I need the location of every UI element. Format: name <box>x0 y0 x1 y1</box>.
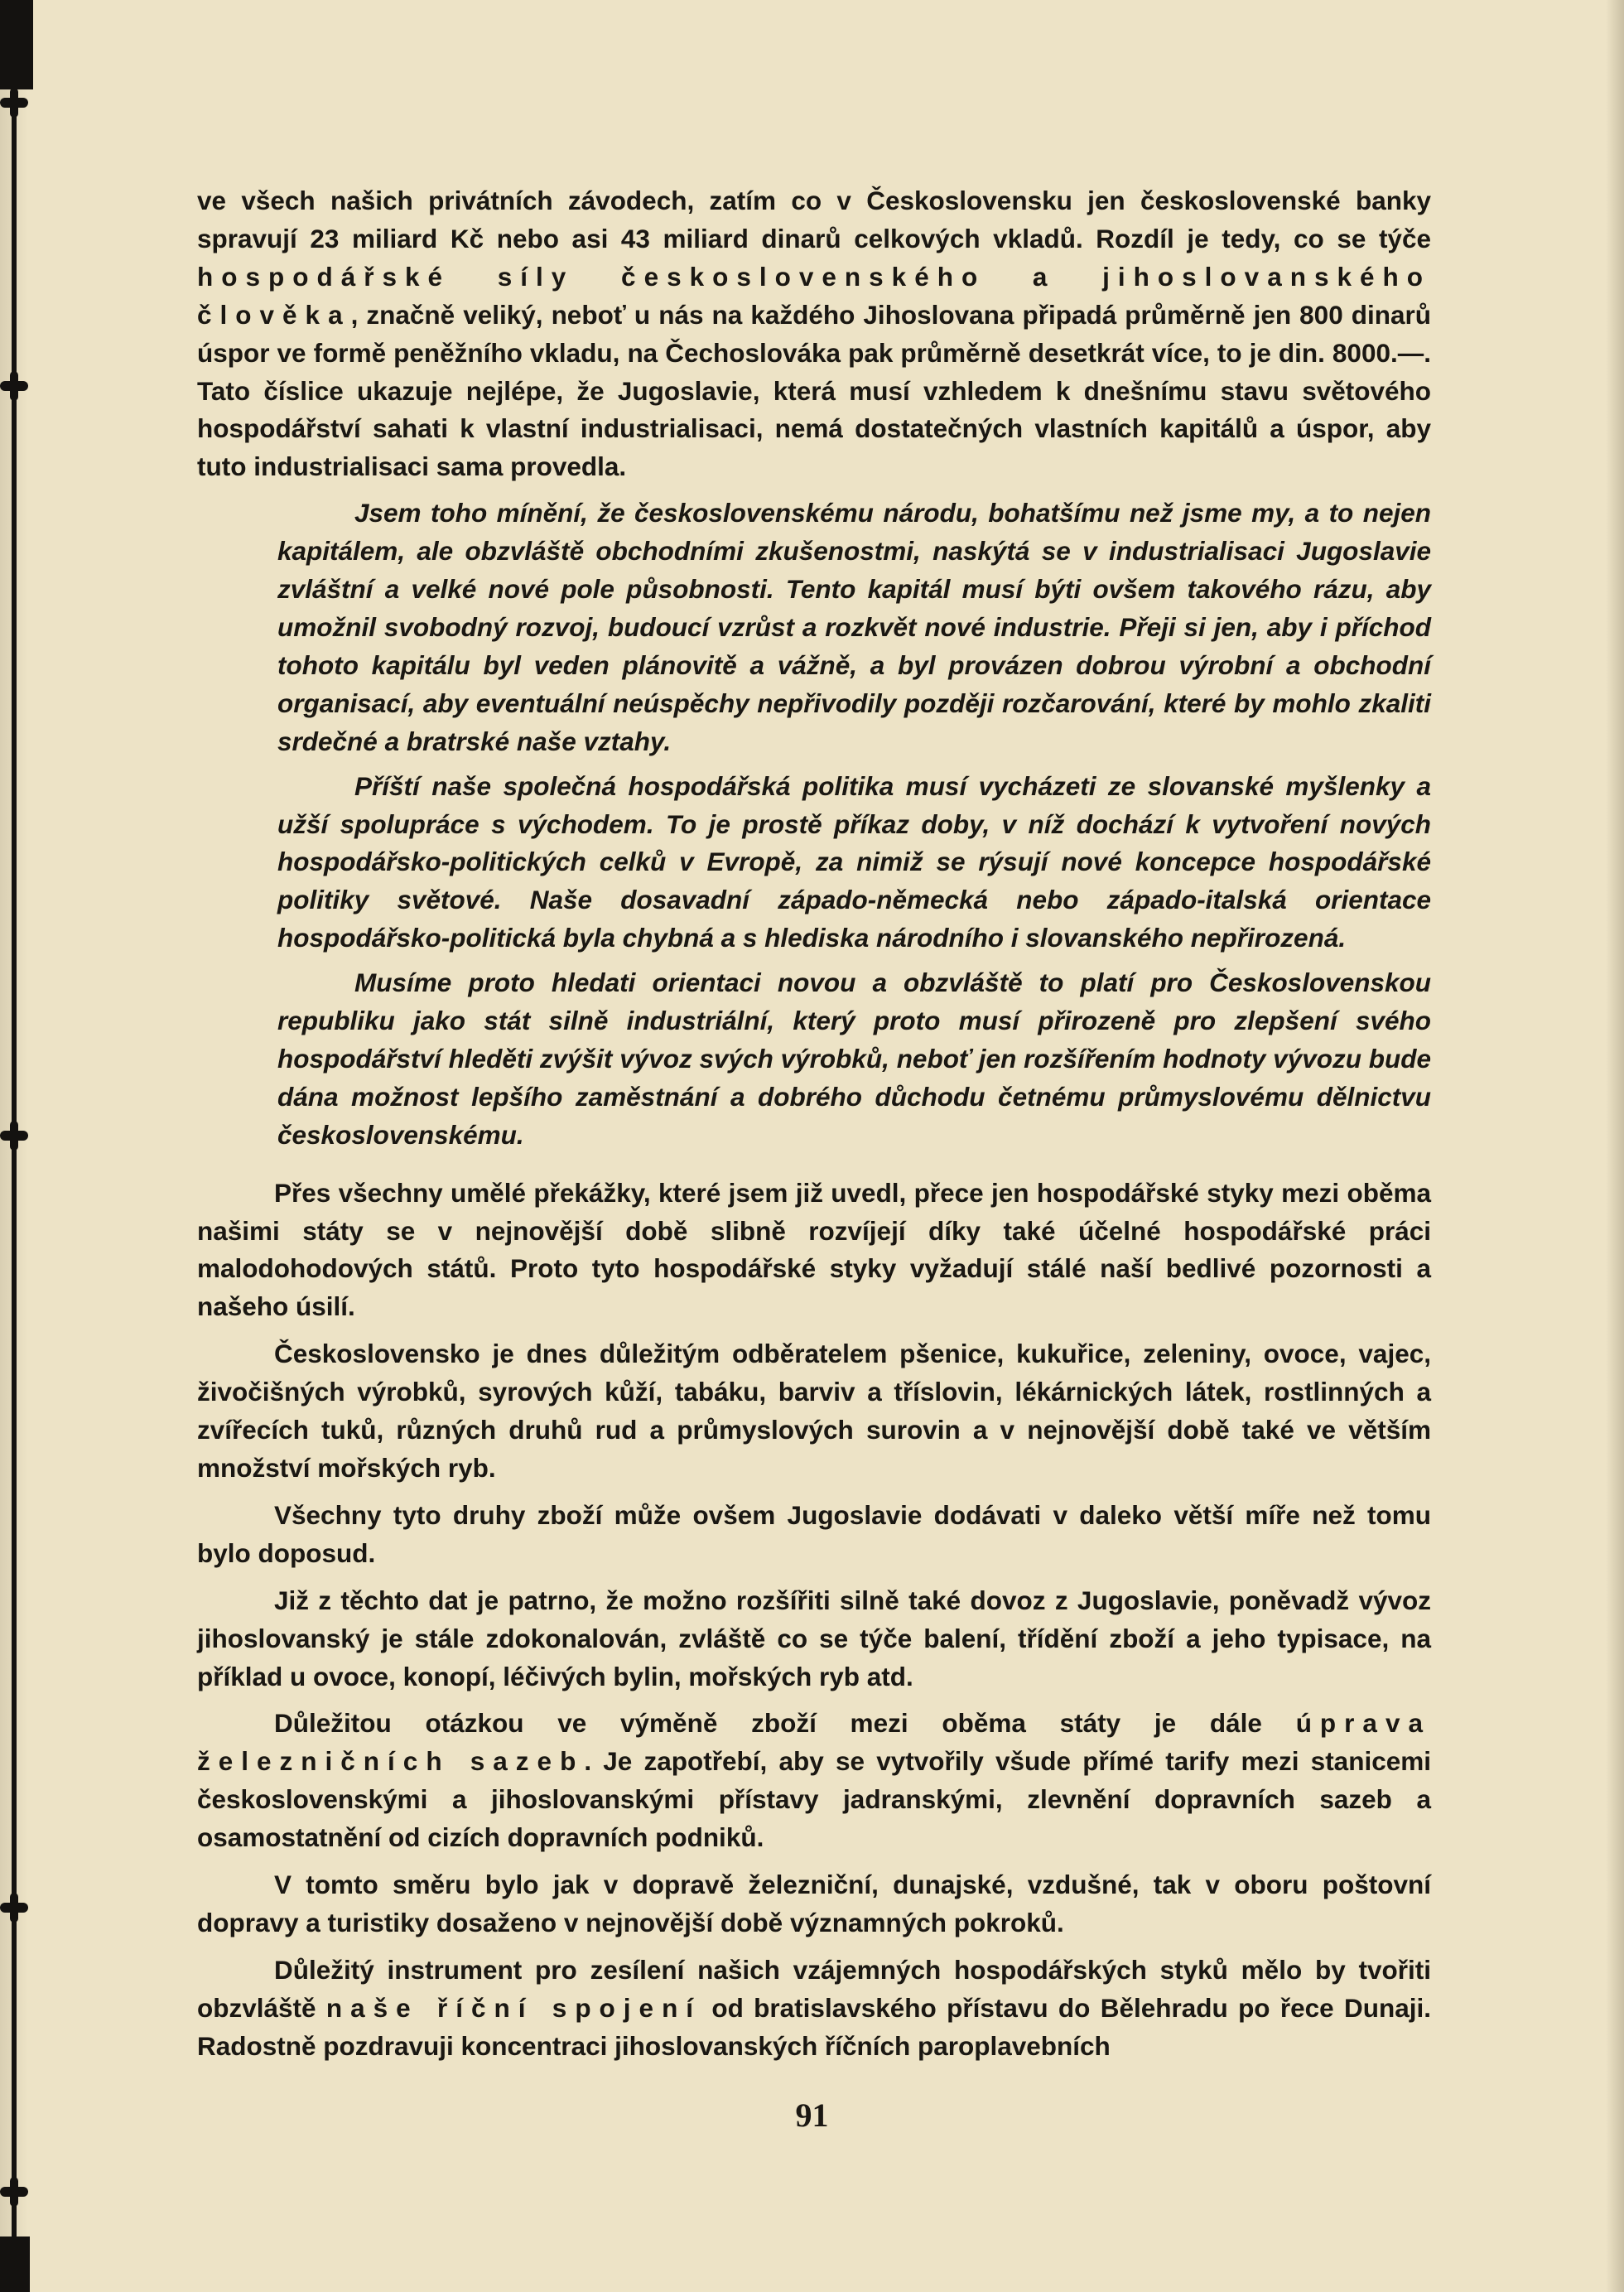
text-segment: Příští naše společná hospodářská politika musí vycházeti ze slovanské myšlenky a užší spolupráce s východem. To je prostě příkaz doby, v níž dochází k vytvoření nových hospodářsko-politických celků v Evropě, za nimiž se rýsují nové koncepce hospodářské politiky světové. Naše dosavadní západo-německá nebo západo-italská orientace hospodářsko-politická byla chybná a s hlediska národního i slovanského nepřirozená. <box>277 770 1431 953</box>
text-segment: . Je zapotřebí, aby se vytvořily všude přímé tarify mezi stanicemi československými a jihoslovanskými přístavy jadranskými, zlevnění dopravních sazeb a osamostatnění od cizích dopravních podniků. <box>197 1746 1431 1853</box>
quoted-paragraph <box>277 495 1431 760</box>
text-segment: , značně veliký, neboť u nás na každého Jihoslovana připadá průměrně jen 800 dinarů úspor ve formě peněžního vkladu, na Čechoslováka pak průměrně desetkrát více, to je din. 8000.—. Tato číslice ukazuje nejlépe, že Jugoslavie, která musí vzhledem k dnešnímu stavu světového hospodářství sahati k vlastní industrialisaci, nemá dostatečných vlastních kapitálů a úspor, aby tuto industrialisaci sama provedla. <box>197 299 1431 482</box>
binding-top-mark <box>0 0 33 89</box>
quoted-paragraph <box>277 768 1431 958</box>
page-number: 91 <box>795 2097 829 2134</box>
page-body <box>197 182 1431 2066</box>
quoted-paragraph <box>277 964 1431 1155</box>
paragraph <box>197 1175 1431 1327</box>
spaced-emphasis-text: hospodářské síly československého a jihoslovanského člověka <box>197 261 1431 330</box>
text-segment: V tomto směru bylo jak v dopravě železniční, dunajské, vzdušné, tak v oboru poštovní dopravy a turistiky dosaženo v nejnovější době významných pokroků. <box>197 1870 1431 1937</box>
binding-bottom-mark <box>0 2237 30 2292</box>
paragraph <box>197 1335 1431 1488</box>
text-segment: Československo je dnes důležitým odběratelem pšenice, kukuřice, zeleniny, ovoce, vajec, živočišných výrobků, syrových kůží, tabáku, barviv a tříslovin, lékárnických látek, rostlinných a zvířecích tuků, různých druhů rud a průmyslových surovin a v nejnovější době také ve větším množství mořských ryb. <box>197 1339 1431 1483</box>
paragraph <box>197 1705 1431 1857</box>
text-segment: Důležitou otázkou ve výměně zboží mezi oběma státy je dále <box>274 1708 1296 1739</box>
text-segment: Již z těchto dat je patrno, že možno rozšířiti silně také dovoz z Jugoslavie, poněvadž vývoz jihoslovanský je stále zdokonalován, zvláště co se týče balení, třídění zboží a jeho typisace, na příklad u ovoce, konopí, léčivých bylin, mořských ryb atd. <box>197 1585 1431 1691</box>
binding-mark <box>0 2187 28 2197</box>
paragraph <box>197 1497 1431 1573</box>
text-segment: Jsem toho mínění, že československému národu, bohatšímu než jsme my, a to nejen kapitálem, ale obzvláště obchodními zkušenostmi, naskýtá se v industrialisaci Jugoslavie zvláštní a velké nové pole působnosti. Tento kapitál musí býti ovšem takového rázu, aby umožnil svobodný rozvoj, budoucí vzrůst a rozkvět nové industrie. Přeji si jen, aby i příchod tohoto kapitálu byl veden plánovitě a vážně, a byl provázen dobrou výrobní a obchodní organisací, aby eventuální neúspěchy nepřivodily později rozčarování, které by mohlo zkaliti srdečné a bratrské naše vztahy. <box>277 498 1431 756</box>
binding-mark <box>0 381 28 391</box>
text-segment: Přes všechny umělé překážky, které jsem již uvedl, přece jen hospodářské styky mezi oběma našimi státy se v nejnovější době slibně rozvíjejí díky také účelné hospodářské práci malodohodových států. Proto tyto hospodářské styky vyžadují stálé naší bedlivé pozornosti a našeho úsilí. <box>197 1177 1431 1322</box>
text-segment: od bratislavského přístavu do Bělehradu po řece Dunaji. Radostně pozdravuji koncentraci jihoslovanských říčních paroplavebních <box>197 1992 1431 2061</box>
binding-mark <box>0 1131 28 1141</box>
text-segment: ve všech našich privátních závodech, zatím co v Československu jen československé banky spravují 23 miliard Kč nebo asi 43 miliard dinarů celkových vkladů. Rozdíl je tedy, co se týče <box>197 186 1431 253</box>
text-segment: Musíme proto hledati orientaci novou a obzvláště to platí pro Československou republiku jako stát silně industriální, který proto musí přirozeně pro zlepšení svého hospodářství hleděti zvýšit vývoz svých výrobků, neboť jen rozšířením hodnoty vývozu bude dána možnost lepšího zaměstnání a dobrého důchodu četnému průmyslovému dělnictvu československému. <box>277 967 1431 1150</box>
paragraph <box>197 1952 1431 2066</box>
page-edge-shadow <box>1606 0 1624 2292</box>
spaced-emphasis-text: naše říční spojení <box>325 1992 702 2023</box>
binding-mark <box>0 98 28 108</box>
text-segment: Všechny tyto druhy zboží může ovšem Jugoslavie dodávati v daleko větší míře než tomu bylo doposud. <box>197 1499 1431 1568</box>
paragraph <box>197 182 1431 486</box>
binding-mark <box>0 1903 28 1913</box>
paragraph <box>197 1866 1431 1942</box>
text-segment: Důležitý instrument pro zesílení našich vzájemných hospodářských styků mělo by tvořiti obzvláště <box>197 1954 1431 2023</box>
spaced-emphasis-text: úprava železničních sazeb <box>197 1708 1431 1777</box>
paragraph <box>197 1582 1431 1696</box>
